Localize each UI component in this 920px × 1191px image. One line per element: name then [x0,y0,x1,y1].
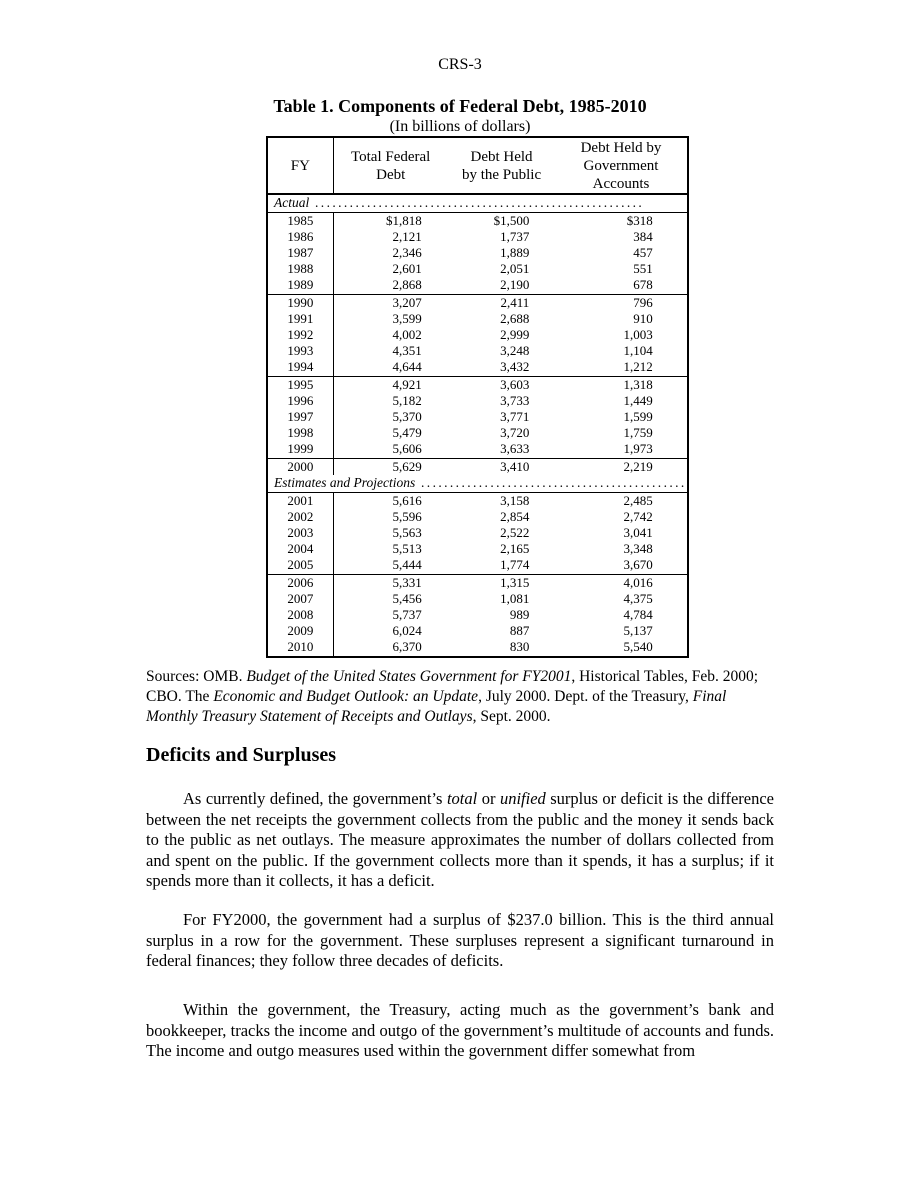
table-header-row [267,137,688,194]
table-row [267,425,688,441]
table-row [267,542,688,558]
cell-fy: 2010 [267,640,333,657]
cell-total-federal-debt: 4,644 [333,360,448,377]
cell-total-federal-debt: 6,024 [392,623,422,639]
cell-fy: 1994 [267,360,333,377]
cell-debt-held-by-government: 1,449 [623,392,653,408]
cell-total-federal-debt: 5,606 [333,442,448,459]
estimates-body [267,475,688,657]
table-row [267,558,688,575]
cell-fy: 1999 [267,442,333,459]
table-row [267,442,688,459]
table-row [267,344,688,360]
cell-debt-held-by-public: $1,500 [493,212,530,228]
cell-fy: 2000 [267,458,333,475]
table-row [267,311,688,327]
cell-debt-held-by-government: 4,016 [623,574,653,590]
table-row [267,376,688,393]
cell-debt-held-by-public: 2,190 [448,278,556,295]
cell-debt-held-by-public: 3,771 [500,408,530,424]
table-row [267,294,688,311]
cell-fy: 1996 [267,393,333,409]
cell-total-federal-debt: 6,370 [392,639,422,655]
cell-debt-held-by-public: 3,603 [500,376,530,392]
table-row [267,607,688,623]
cell-debt-held-by-government: 5,540 [623,639,653,655]
cell-debt-held-by-government: 4,375 [623,590,653,606]
cell-debt-held-by-government: 1,599 [623,408,653,424]
cell-debt-held-by-government: 2,742 [623,508,653,524]
cell-debt-held-by-public: 3,158 [500,492,530,508]
page-number-header: CRS-3 [438,56,482,73]
cell-total-federal-debt: 5,444 [333,558,448,575]
table-row [267,409,688,425]
cell-debt-held-by-government: 1,318 [623,376,653,392]
paragraph-treasury-bookkeeping: Within the government, the Treasury, acting much as the government’s bank and bookkeeper, tracks the income and outgo of the government’s multitude of accounts and funds. The income and outgo measures used within the government differ somewhat from [146,1000,774,1060]
table-sources-note: Sources: OMB. Budget of the United States Government for FY2001, Historical Tables, Feb. 2000; CBO. The Economic and Budget Outlook: an Update, July 2000. Dept. of the Treasury, Final Monthly Treasury Statement of Receipts and Outlays, Sept. 2000. [146,668,759,725]
section-row-estimates: Estimates and Projections .............................................. [267,475,688,493]
cell-fy: 2005 [267,558,333,575]
cell-debt-held-by-government: 2,485 [623,492,653,508]
header-total-federal-debt: Total Federal Debt [333,137,448,194]
cell-fy: 1992 [267,327,333,343]
cell-fy: 1989 [267,278,333,295]
table-row [267,624,688,640]
cell-fy: 1993 [267,344,333,360]
cell-debt-held-by-public: 3,432 [448,360,556,377]
table-row [267,245,688,261]
cell-fy: 2009 [267,624,333,640]
table-row [267,493,688,510]
cell-debt-held-by-public: 3,633 [448,442,556,459]
cell-total-federal-debt: 3,599 [392,310,422,326]
cell-total-federal-debt: 2,346 [392,245,422,261]
table-row [267,525,688,541]
cell-debt-held-by-public: 2,411 [500,294,530,310]
cell-debt-held-by-public: 1,081 [500,590,530,606]
cell-debt-held-by-government: 1,003 [623,327,653,343]
cell-debt-held-by-public: 3,733 [500,392,530,408]
table-row [267,278,688,295]
cell-fy: 2002 [267,509,333,525]
federal-debt-table [266,136,689,658]
cell-fy: 1997 [267,409,333,425]
table-row [267,458,688,475]
cell-debt-held-by-government: 5,137 [623,623,653,639]
cell-total-federal-debt: 2,868 [333,278,448,295]
cell-total-federal-debt: 2,121 [392,228,422,244]
cell-debt-held-by-public: 887 [509,623,530,639]
table-row [267,591,688,607]
cell-fy: 1995 [267,376,333,393]
cell-total-federal-debt: 5,563 [392,525,422,541]
cell-debt-held-by-public: 2,688 [500,310,530,326]
cell-fy: 1990 [267,294,333,311]
cell-total-federal-debt: 5,629 [392,458,422,474]
cell-debt-held-by-government: 551 [633,261,653,277]
cell-total-federal-debt: 5,737 [392,607,422,623]
cell-fy: 2006 [267,574,333,591]
cell-debt-held-by-government: 4,784 [623,607,653,623]
cell-debt-held-by-public: 830 [509,639,530,655]
table-row [267,509,688,525]
cell-fy: 1991 [267,311,333,327]
cell-debt-held-by-public: 2,165 [500,541,530,557]
cell-total-federal-debt: 5,182 [392,392,422,408]
cell-fy: 1986 [267,229,333,245]
cell-total-federal-debt: 5,370 [392,408,422,424]
cell-debt-held-by-government: 384 [633,228,653,244]
table-row [267,327,688,343]
section-label-estimates: Estimates and Projections [274,475,416,491]
cell-total-federal-debt: 5,456 [392,590,422,606]
cell-total-federal-debt: 4,921 [392,376,422,392]
cell-fy: 2004 [267,542,333,558]
cell-debt-held-by-government: $318 [626,212,653,228]
section-row-actual: Actual ......................................................... [267,194,688,213]
cell-debt-held-by-government: 1,973 [555,442,687,459]
cell-debt-held-by-public: 1,774 [448,558,556,575]
cell-debt-held-by-government: 796 [633,294,653,310]
cell-debt-held-by-government: 3,348 [623,541,653,557]
cell-total-federal-debt: 4,351 [392,343,422,359]
cell-debt-held-by-public: 2,522 [500,525,530,541]
header-debt-held-by-government-accounts: Debt Held by Government Accounts [555,137,687,194]
cell-fy: 1988 [267,262,333,278]
cell-fy: 1985 [267,213,333,230]
cell-debt-held-by-government: 1,104 [623,343,653,359]
table-row [267,262,688,278]
cell-debt-held-by-public: 1,315 [500,574,530,590]
cell-debt-held-by-public: 2,854 [500,508,530,524]
paragraph-fy2000-surplus: For FY2000, the government had a surplus of $237.0 billion. This is the third annual surplus in a row for the government. These surpluses represent a significant turnaround in federal finances; they follow three decades of deficits. [146,910,774,970]
cell-fy: 2007 [267,591,333,607]
cell-debt-held-by-public: 1,889 [500,245,530,261]
section-heading-deficits-surpluses: Deficits and Surpluses [146,744,337,766]
table-row [267,360,688,377]
table-row [267,393,688,409]
cell-debt-held-by-public: 989 [509,607,530,623]
cell-total-federal-debt: 5,331 [392,574,422,590]
cell-debt-held-by-government: 1,759 [623,425,653,441]
cell-total-federal-debt: 5,596 [392,508,422,524]
table-body [267,194,688,475]
table-row [267,213,688,230]
cell-debt-held-by-government: 1,212 [555,360,687,377]
cell-debt-held-by-public: 3,410 [500,458,530,474]
section-label-actual: Actual [274,195,310,211]
cell-debt-held-by-government: 457 [633,245,653,261]
cell-debt-held-by-public: 3,248 [500,343,530,359]
cell-total-federal-debt: 5,616 [392,492,422,508]
cell-total-federal-debt: $1,818 [385,212,422,228]
cell-total-federal-debt: 2,601 [392,261,422,277]
table-title: Table 1. Components of Federal Debt, 1985-2010 [273,96,647,116]
cell-total-federal-debt: 4,002 [392,327,422,343]
header-debt-held-by-public: Debt Held by the Public [448,137,556,194]
cell-total-federal-debt: 5,513 [392,541,422,557]
table-row [267,640,688,657]
cell-fy: 1987 [267,245,333,261]
cell-debt-held-by-public: 3,720 [500,425,530,441]
cell-total-federal-debt: 3,207 [392,294,422,310]
cell-fy: 2008 [267,607,333,623]
cell-total-federal-debt: 5,479 [392,425,422,441]
cell-debt-held-by-government: 3,670 [555,558,687,575]
cell-debt-held-by-government: 678 [555,278,687,295]
table-row [267,229,688,245]
cell-debt-held-by-public: 2,051 [500,261,530,277]
cell-debt-held-by-government: 2,219 [623,458,653,474]
cell-debt-held-by-government: 3,041 [623,525,653,541]
header-fy: FY [267,137,333,194]
paragraph-unified-surplus: As currently defined, the government’s total or unified surplus or deficit is the difference between the net receipts the government collects from the public and the money it sends back to the public as net outlays. The measure approximates the number of dollars collected from and spent on the public. If the government collects more than it spends, it has a surplus; if it spends more than it collects, it has a deficit. [146,789,775,890]
table-subtitle: (In billions of dollars) [389,118,531,135]
cell-fy: 2003 [267,525,333,541]
cell-debt-held-by-public: 1,737 [500,228,530,244]
table-row [267,574,688,591]
cell-fy: 2001 [267,493,333,510]
cell-debt-held-by-public: 2,999 [500,327,530,343]
cell-fy: 1998 [267,425,333,441]
cell-debt-held-by-government: 910 [633,310,653,326]
